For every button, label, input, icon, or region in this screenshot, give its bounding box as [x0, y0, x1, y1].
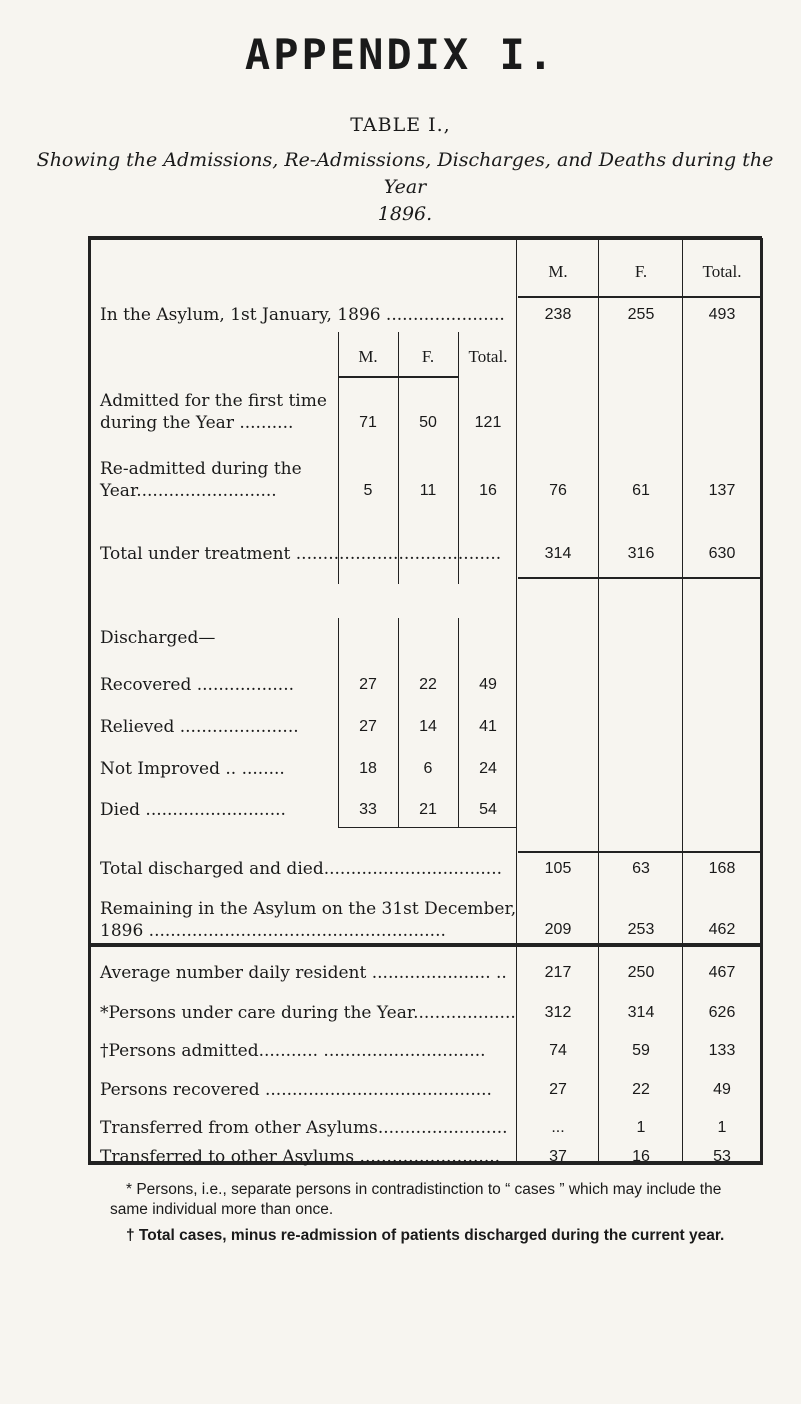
- col-divider-label-lower: [516, 946, 517, 1161]
- row-asylum-start-m: 238: [544, 306, 572, 323]
- stat-f: 16: [632, 1148, 650, 1165]
- row-relieved-total: 41: [479, 718, 497, 735]
- footnote-1-line-1: * Persons, i.e., separate persons in contradistinction to “ cases ” which may include the: [126, 1181, 722, 1198]
- row-asylum-start-total: 493: [708, 306, 736, 323]
- row-remaining-m: 209: [544, 921, 572, 938]
- row-asylum-start-f: 255: [627, 306, 655, 323]
- row-recovered-label: Recovered ..................: [100, 675, 295, 695]
- middle-rule: [88, 943, 763, 947]
- row-died-total: 54: [479, 801, 497, 818]
- col-header-m: M.: [548, 262, 568, 281]
- row-recovered-f: 22: [419, 676, 437, 693]
- col-divider-label: [516, 238, 517, 943]
- stat-f: 22: [632, 1081, 650, 1098]
- footnote-1-line-2: same individual more than once.: [110, 1201, 334, 1218]
- stat-f: 250: [627, 964, 655, 981]
- row-readmitted-label-1: Re-admitted during the: [100, 459, 302, 479]
- col-header-f: F.: [634, 262, 648, 281]
- footnote-1: [126, 1180, 766, 1200]
- table-label: TABLE I.,: [350, 114, 451, 136]
- row-not-improved-label: Not Improved .. ........: [100, 759, 285, 779]
- stat-f: 1: [636, 1119, 646, 1136]
- footnote-1-cont: [110, 1200, 770, 1220]
- stat-f: 314: [627, 1004, 655, 1021]
- row-admitted-m: 71: [359, 414, 377, 431]
- row-readmitted-sub-m: 5: [363, 482, 373, 499]
- header-underline: [518, 296, 760, 298]
- stat-m: 74: [549, 1042, 567, 1059]
- row-total-treatment-m: 314: [544, 545, 572, 562]
- row-total-treatment-total: 630: [708, 545, 736, 562]
- row-died-m: 33: [359, 801, 377, 818]
- row-discharged-label: Discharged—: [100, 628, 216, 648]
- row-readmitted-f: 61: [632, 482, 650, 499]
- table-subtitle: [20, 147, 790, 228]
- sub-header-total: Total.: [468, 347, 508, 366]
- row-remaining-label-2: 1896 .......................................................: [100, 921, 446, 941]
- stat-f: 59: [632, 1042, 650, 1059]
- stat-m: 37: [549, 1148, 567, 1165]
- row-admitted-f: 50: [419, 414, 437, 431]
- sub-header-m: M.: [358, 347, 378, 366]
- row-readmitted-sub-f: 11: [419, 482, 437, 499]
- row-remaining-f: 253: [627, 921, 655, 938]
- row-not-improved-m: 18: [359, 760, 377, 777]
- row-not-improved-total: 24: [479, 760, 497, 777]
- col-divider-m: [598, 238, 599, 943]
- col-header-total: Total.: [702, 262, 742, 281]
- sub-header-f: F.: [421, 347, 435, 366]
- stat-label: *Persons under care during the Year...................: [100, 1003, 516, 1023]
- stat-m: 217: [544, 964, 572, 981]
- row-relieved-m: 27: [359, 718, 377, 735]
- row-died-f: 21: [419, 801, 437, 818]
- row-admitted-label-2: during the Year ..........: [100, 413, 294, 433]
- left-border: [88, 238, 91, 1162]
- row-recovered-m: 27: [359, 676, 377, 693]
- row-readmitted-total: 137: [708, 482, 736, 499]
- stat-label: Persons recovered ..........................................: [100, 1080, 492, 1100]
- row-remaining-total: 462: [708, 921, 736, 938]
- row-total-discharged-label: Total discharged and died.................................: [100, 859, 503, 879]
- row-total-treatment-f: 316: [627, 545, 655, 562]
- row-total-discharged-m: 105: [544, 860, 572, 877]
- stat-total: 133: [708, 1042, 736, 1059]
- sub-header-underline: [338, 376, 458, 378]
- row-not-improved-f: 6: [423, 760, 433, 777]
- appendix-heading: APPENDIX I.: [244, 30, 557, 79]
- row-total-treatment-label: Total under treatment ......................................: [100, 544, 502, 564]
- row-total-discharged-f: 63: [632, 860, 650, 877]
- dis-underline: [338, 827, 516, 828]
- remaining-overline: [518, 851, 760, 853]
- row-died-label: Died ..........................: [100, 800, 286, 820]
- col-divider-f: [682, 238, 683, 943]
- stat-total: 49: [713, 1081, 731, 1098]
- stat-label: †Persons admitted........... ..............................: [100, 1041, 486, 1061]
- subtitle-line-2: 1896.: [377, 203, 433, 225]
- row-admitted-label-1: Admitted for the first time: [100, 391, 327, 411]
- subtitle-line-1: Showing the Admissions, Re-Admissions, Discharges, and Deaths during the Year: [36, 149, 774, 198]
- row-relieved-f: 14: [419, 718, 437, 735]
- col-divider-f-lower: [682, 946, 683, 1161]
- row-remaining-label-1: Remaining in the Asylum on the 31st December,: [100, 899, 517, 919]
- row-readmitted-sub-total: 16: [479, 482, 497, 499]
- row-readmitted-m: 76: [549, 482, 567, 499]
- stat-label: Average number daily resident ...................... ..: [100, 963, 507, 983]
- treatment-overline: [518, 577, 760, 579]
- stat-total: 1: [717, 1119, 727, 1136]
- row-readmitted-label-2: Year..........................: [100, 481, 277, 501]
- stat-total: 626: [708, 1004, 736, 1021]
- right-border: [760, 238, 763, 1162]
- stat-m: 27: [549, 1081, 567, 1098]
- footnote-2: † Total cases, minus re-admission of patients discharged during the current year.: [126, 1227, 725, 1244]
- row-admitted-total: 121: [474, 414, 502, 431]
- stat-m: 312: [544, 1004, 572, 1021]
- row-total-discharged-total: 168: [708, 860, 736, 877]
- row-relieved-label: Relieved ......................: [100, 717, 299, 737]
- stat-total: 53: [713, 1148, 731, 1165]
- top-rule: [88, 236, 762, 240]
- stat-label: Transferred from other Asylums........................: [100, 1118, 508, 1138]
- col-divider-m-lower: [598, 946, 599, 1161]
- stat-label: Transferred to other Asylums ..........................: [100, 1147, 501, 1167]
- row-recovered-total: 49: [479, 676, 497, 693]
- row-asylum-start-label: In the Asylum, 1st January, 1896 ......................: [100, 305, 505, 325]
- stat-total: 467: [708, 964, 736, 981]
- stat-m: ...: [551, 1119, 565, 1136]
